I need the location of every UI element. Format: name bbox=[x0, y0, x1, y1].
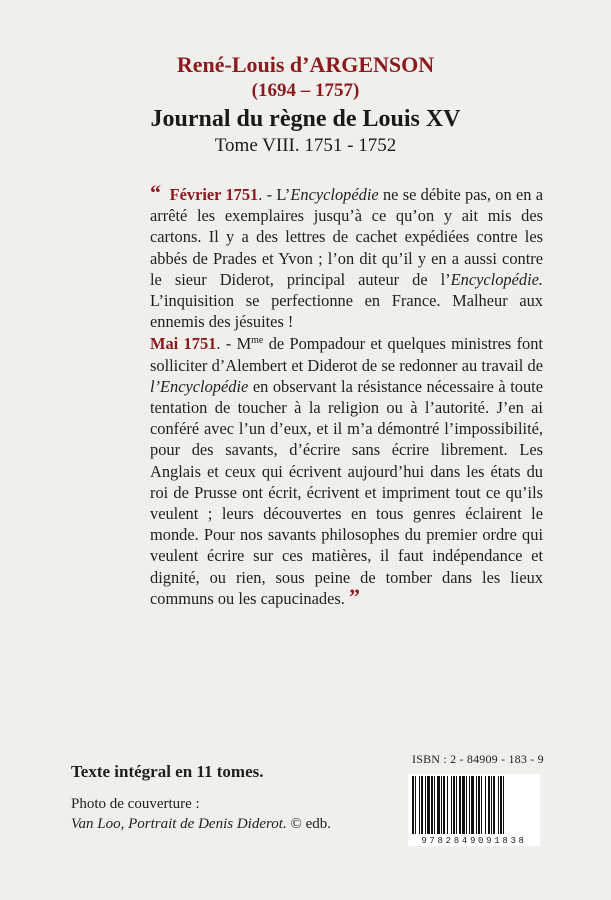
text-segment: L’inquisition se perfectionne en France. Malheur aux ennemis des jésuites ! bbox=[150, 291, 543, 332]
close-quote: ” bbox=[348, 583, 360, 609]
text-segment: de Pompadour et quelques ministres font solliciter d’Alembert et Diderot de se redonner au travail de bbox=[150, 334, 543, 375]
barcode-bar bbox=[431, 776, 433, 834]
cover-credit-label: Photo de couverture : bbox=[71, 796, 200, 812]
barcode-digits: 9782849091838 bbox=[408, 836, 540, 846]
barcode-bar bbox=[471, 776, 474, 834]
text-segment: ne se débite pas, on en a arrêté les exemplaires jusqu’à ce qu’on y ait mis des cartons. Il y a des lettres de cachet expédiées contre les abbés de Prades et Yvon ; l’on dit qu’il y en a aussi contre le sieur Diderot, principal auteur de l’ bbox=[150, 185, 543, 289]
integral-notice: Texte intégral en 11 tomes. bbox=[71, 762, 264, 781]
text-segment: . - M bbox=[216, 334, 252, 354]
barcode-bar bbox=[434, 776, 435, 834]
excerpt-paragraph-1 bbox=[150, 180, 543, 332]
volume-info: Tome VIII. 1751 - 1752 bbox=[214, 135, 397, 156]
barcode-bar bbox=[462, 776, 465, 834]
barcode-bar bbox=[456, 776, 457, 834]
barcode-bar bbox=[491, 776, 492, 834]
barcode-bar bbox=[466, 776, 467, 834]
barcode-bar bbox=[481, 776, 482, 834]
author-dates: (1694 – 1757) bbox=[251, 80, 360, 101]
barcode-bar bbox=[412, 776, 414, 834]
cover-credit bbox=[71, 814, 331, 834]
entry-date-2: Mai 1751 bbox=[150, 334, 217, 354]
barcode-bar bbox=[476, 776, 477, 834]
barcode-bar bbox=[443, 776, 445, 834]
superscript: me bbox=[251, 335, 264, 347]
italic-title: l’Encyclopédie bbox=[150, 376, 249, 396]
barcode-bar bbox=[437, 776, 440, 834]
barcode-bar bbox=[478, 776, 480, 834]
barcode-bar bbox=[453, 776, 455, 834]
barcode-bar bbox=[498, 776, 499, 834]
barcode-bar bbox=[503, 776, 504, 834]
text-segment: en observant la résistance nécessaire à toute tentation de toucher à la religion ou à l’autorité. J’en ai conféré avec l’un d’eux, et il m’a démontré l’impossibilité, pour des savants, d’écrire sans écrire librement. Les Anglais et ceux qui écrivent aujourd’hui dans les états du roi de Prusse ont écrit, écrivent et impriment tout ce qu’ils veulent ; leurs découvertes en tous genres éclairent le monde. Pour nos savants philosophes du premier ordre qui veulent écrire sur ces matières, il faut indépendance et dignité, ou rien, sous peine de tomber dans les lieux communs ou les capucinades. bbox=[150, 376, 543, 608]
text-segment: . - L’ bbox=[258, 185, 291, 204]
isbn-label: ISBN : 2 - 84909 - 183 - 9 bbox=[412, 752, 544, 766]
barcode-bar bbox=[500, 776, 502, 834]
barcode-bar bbox=[419, 776, 420, 834]
barcode-bar bbox=[441, 776, 442, 834]
barcode-bar bbox=[488, 776, 490, 834]
barcode-bar bbox=[485, 776, 486, 834]
footer-info bbox=[71, 762, 331, 834]
entry-date-1: Février 1751 bbox=[169, 185, 259, 204]
book-title: Journal du règne de Louis XV bbox=[150, 106, 461, 132]
barcode-bars bbox=[408, 774, 540, 838]
italic-title: Encyclopédie bbox=[290, 185, 379, 204]
barcode-bar bbox=[425, 776, 426, 834]
excerpt-paragraph-2 bbox=[150, 333, 543, 609]
barcode-bar bbox=[459, 776, 461, 834]
italic-title: Encyclopédie. bbox=[450, 269, 543, 289]
barcode-bar bbox=[469, 776, 470, 834]
open-quote: “ bbox=[150, 180, 161, 205]
barcode-bar bbox=[451, 776, 452, 834]
excerpt bbox=[150, 180, 543, 609]
barcode-bar bbox=[421, 776, 423, 834]
credit-work: Van Loo, Portrait de Denis Diderot. bbox=[71, 816, 287, 832]
credit-publisher: © edb. bbox=[286, 816, 332, 832]
author-name: René-Louis d’ARGENSON bbox=[176, 52, 435, 77]
barcode-bar bbox=[493, 776, 495, 834]
barcode-bar bbox=[447, 776, 448, 834]
barcode-bar bbox=[415, 776, 416, 834]
barcode bbox=[408, 774, 540, 838]
barcode-bar bbox=[427, 776, 430, 834]
